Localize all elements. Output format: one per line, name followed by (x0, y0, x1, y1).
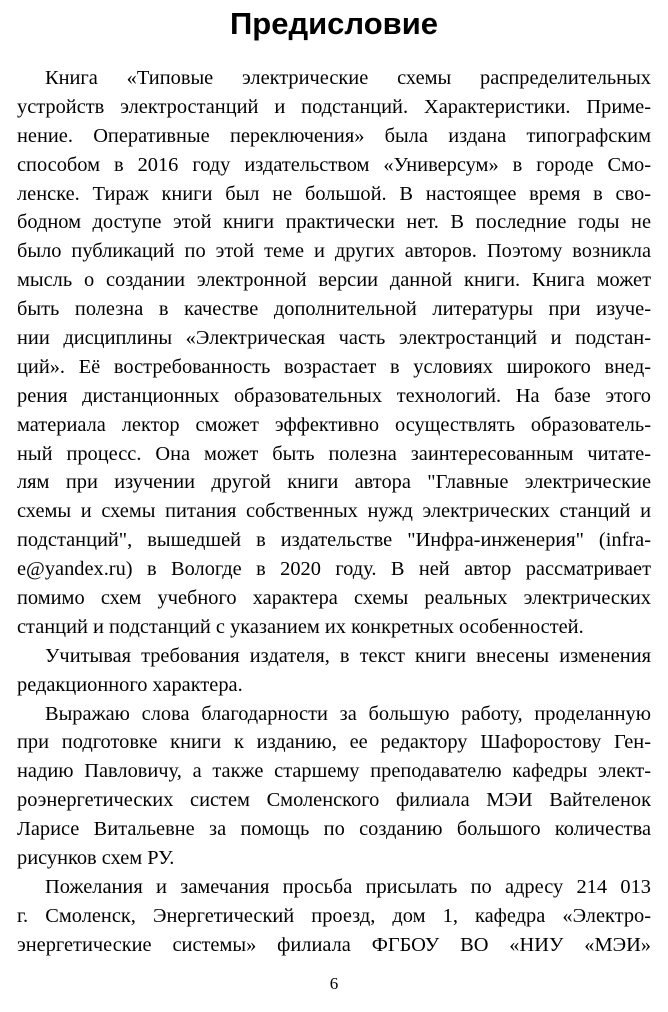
text-line: рисунков схем РУ. (17, 847, 175, 870)
text-line: было публикаций по этой теме и других авторов. Поэтому возникла (17, 240, 651, 263)
text-line: мысль о создании электронной версии данной книги. Книга может (17, 269, 651, 292)
text-line: подстанций", вышедшей в издательстве "Инфра-инженерия" (infra- (17, 529, 651, 552)
paragraph (17, 873, 651, 960)
text-line: Пожелания и замечания просьба присылать по адресу 214 013 (45, 875, 651, 898)
body-text (17, 64, 651, 960)
text-line: станций и подстанций с указанием их конкретных особенностей. (17, 615, 584, 638)
text-line: помимо схем учебного характера схемы реальных электрических (17, 587, 651, 610)
paragraph (17, 642, 651, 700)
text-line: Ларисе Витальевне за помощь по созданию большого количества (17, 818, 651, 841)
text-line: ций». Её востребованность возрастает в условиях широкого внед- (17, 355, 651, 378)
text-line: нии дисциплины «Электрическая часть электростанций и подстан- (17, 327, 651, 350)
page-title: Предисловие (229, 6, 438, 41)
text-line: устройств электростанций и подстанций. Характеристики. Приме- (17, 95, 651, 118)
text-line: способом в 2016 году издательством «Универсум» в городе Смо- (17, 153, 651, 176)
text-line: г. Смоленск, Энергетический проезд, дом 1, кафедра «Электро- (17, 904, 651, 927)
text-line: при подготовке книги к изданию, ее редактору Шафоростову Ген- (17, 731, 651, 754)
text-line: Выражаю слова благодарности за большую работу, проделанную (45, 702, 651, 725)
text-line: e@yandex.ru) в Вологде в 2020 году. В ней автор рассматривает (17, 558, 651, 581)
text-line: энергетические системы» филиала ФГБОУ ВО «НИУ «МЭИ» (17, 933, 651, 956)
text-line: бодном доступе этой книги практически нет. В последние годы не (17, 211, 651, 234)
text-line: схемы и схемы питания собственных нужд электрических станций и (17, 500, 651, 523)
paragraph (17, 64, 651, 642)
paragraph (17, 700, 651, 873)
text-line: ный процесс. Она может быть полезна заинтересованным читате- (17, 442, 651, 465)
text-line: быть полезна в качестве дополнительной литературы при изучe- (17, 298, 651, 321)
text-line: лям при изучении другой книги автора "Главные электрические (17, 471, 651, 494)
text-line: рения дистанционных образовательных технологий. На базе этого (17, 384, 651, 407)
text-line: нение. Оперативные переключения» была издана типографским (17, 124, 651, 147)
text-line: Учитывая требования издателя, в текст книги внесены изменения (45, 644, 651, 667)
text-line: роэнергетических систем Смоленского филиала МЭИ Вайтеленок (17, 789, 651, 812)
page-number: 6 (329, 974, 339, 993)
text-line: Книга «Типовые электрические схемы распределительных (45, 67, 651, 89)
text-line: редакционного характера. (17, 673, 243, 696)
text-line: надию Павловичу, а также старшему преподавателю кафедры элект- (17, 760, 651, 783)
text-line: материала лектор сможет эффективно осуществлять образователь- (17, 413, 651, 436)
text-line: ленске. Тираж книги был не большой. В настоящее время в сво- (17, 182, 651, 205)
